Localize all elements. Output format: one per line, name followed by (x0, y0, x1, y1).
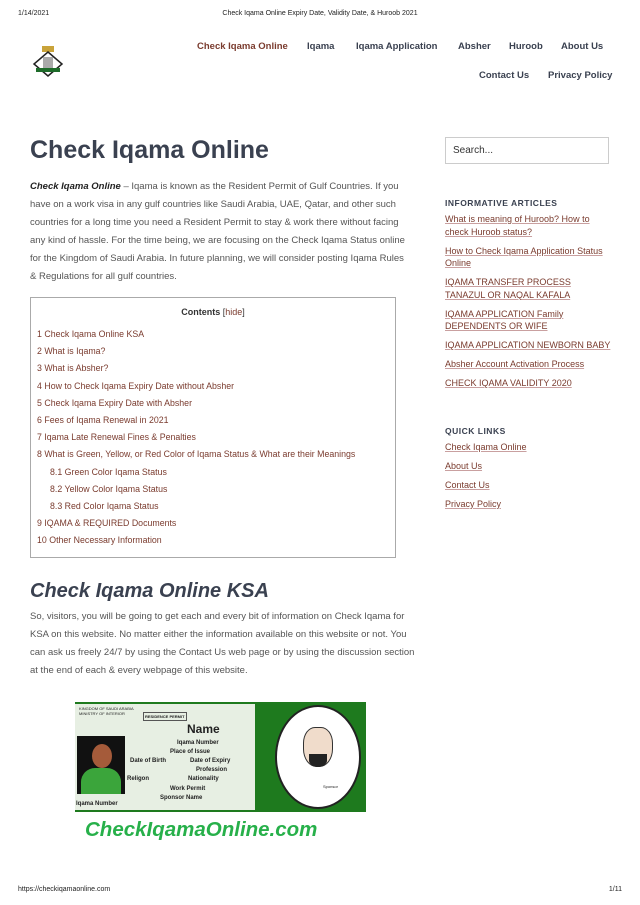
article-link[interactable]: Absher Account Activation Process (445, 359, 585, 369)
card-name: Name (187, 722, 220, 736)
nav-iqama[interactable]: Iqama (307, 41, 335, 52)
articles-heading: INFORMATIVE ARTICLES (445, 198, 558, 208)
toc-item[interactable]: 10 Other Necessary Information (37, 535, 162, 546)
print-title: Check Iqama Online Expiry Date, Validity Date, & Huroob 2021 (222, 10, 418, 17)
toc-item[interactable]: 8 What is Green, Yellow, or Red Color of Iqama Status & What are their Meanings (37, 449, 356, 460)
toc-item[interactable]: 2 What is Iqama? (37, 346, 106, 357)
print-date: 1/14/2021 (18, 10, 50, 17)
sponsor-label: Sponsor (323, 784, 338, 789)
toc-item[interactable]: 1 Check Iqama Online KSA (37, 329, 145, 339)
toc-item[interactable]: 8.1 Green Color Iqama Status (50, 466, 167, 477)
table-of-contents: Contents [hide] 1 Check Iqama Online KSA 2 What is Iqama? 3 What is Absher? 4 How to Check Iqama Expiry Date without Absher 5 Check Iqama Expiry Date with Absher 6 Fees of Iqama Renewal in 2021 7 Iqama Late Renewal Fines & Penalties 8 What is Green, Yellow, or Red Color of Iqama Status & What are their Meanings 8.1 Green Color Iqama Status 8.2 Yellow Color Iqama Status 8.3 Red Color Iqama Status 9 IQAMA & REQUIRED Documents 10 Other Necessary Information (30, 297, 396, 558)
print-page: 1/11 (608, 886, 622, 893)
site-logo[interactable] (30, 44, 66, 82)
article-link[interactable]: CHECK IQAMA VALIDITY 2020 (445, 378, 572, 388)
nav-contact-us[interactable]: Contact Us (479, 70, 530, 81)
intro-paragraph (30, 178, 412, 286)
site-banner: CheckIqamaOnline.com (85, 818, 318, 841)
photo-label: Iqama Number (76, 801, 118, 807)
quick-link[interactable]: Privacy Policy (445, 499, 502, 509)
article-link[interactable]: IQAMA APPLICATION Family DEPENDENTS OR WIFE (445, 308, 564, 331)
section-paragraph: So, visitors, you will be going to get each and every bit of information on Check Iqama for KSA on this website. No matter either the information available on this website or not. You can ask us freely 24/7 by using the Contact Us web page or by using the discussion section at the end of each & every webpage of this website. (30, 611, 415, 676)
nav-about-us[interactable]: About Us (561, 41, 604, 52)
nav-privacy-policy[interactable]: Privacy Policy (548, 70, 613, 81)
sponsor-beard (309, 754, 327, 767)
toc-item[interactable]: 9 IQAMA & REQUIRED Documents (37, 518, 177, 529)
intro-text: – Iqama is known as the Resident Permit of Gulf Countries. If you have on a work visa in any gulf countries like Saudi Arabia, UAE, Qatar, and other such countries for a long time you need a Resident Permit to stay & work there without facing any kind of hassle. For the time being, we are focusing on the Check Iqama Status online for the Kingdom of Saudi Arabia. In future planning, we will consider posting Iqama Rules & Regulations for all gulf countries. (30, 181, 405, 282)
toc-item[interactable]: 4 How to Check Iqama Expiry Date without Absher (37, 380, 235, 391)
card-field: Iqama Number (177, 740, 219, 746)
card-permit: RESIDENCE PERMIT (145, 714, 185, 719)
nav-check-iqama-online[interactable]: Check Iqama Online (197, 41, 288, 52)
nav-iqama-application[interactable]: Iqama Application (356, 41, 438, 52)
page-title: Check Iqama Online (30, 136, 269, 164)
article-link[interactable]: How to Check Iqama Application Status Online (445, 245, 603, 268)
card-field: Work Permit (170, 786, 206, 792)
toc-title: Contents (181, 307, 221, 317)
person-photo (77, 736, 125, 794)
quick-link[interactable]: Check Iqama Online (445, 442, 527, 452)
print-url: https://checkiqamaonline.com (18, 886, 111, 893)
article-link[interactable]: IQAMA APPLICATION NEWBORN BABY (445, 340, 611, 350)
card-field: Place of Issue (170, 749, 211, 755)
search-input[interactable]: Search... (445, 137, 609, 164)
toc-item[interactable]: 5 Check Iqama Expiry Date with Absher (37, 397, 192, 408)
article-link[interactable]: What is meaning of Huroob? How to check Huroob status? (445, 214, 590, 237)
sidebar (445, 198, 613, 517)
section-title: Check Iqama Online KSA (30, 580, 269, 602)
iqama-card-image (75, 702, 366, 812)
toc-item[interactable]: 6 Fees of Iqama Renewal in 2021 (37, 414, 169, 425)
toc-hide-link[interactable]: hide (225, 307, 243, 317)
card-field: Date of Expiry (190, 758, 231, 764)
nav-absher[interactable]: Absher (458, 41, 491, 52)
quick-links-heading: QUICK LINKS (445, 426, 506, 436)
toc-item[interactable]: 3 What is Absher? (37, 363, 109, 374)
toc-list (31, 329, 395, 552)
quick-link[interactable]: About Us (445, 461, 483, 471)
toc-item[interactable]: 8.3 Red Color Iqama Status (50, 500, 159, 511)
card-field: Religon (127, 776, 149, 782)
intro-lead: Check Iqama Online (30, 181, 121, 192)
card-field: Profession (196, 767, 228, 773)
toc-item[interactable]: 8.2 Yellow Color Iqama Status (50, 483, 168, 494)
card-field: Nationality (188, 776, 219, 782)
card-field: Sponsor Name (160, 795, 203, 801)
nav-huroob[interactable]: Huroob (509, 41, 543, 52)
article-link[interactable]: IQAMA TRANSFER PROCESS TANAZUL OR NAQAL KAFALA (445, 277, 571, 300)
quick-link[interactable]: Contact Us (445, 480, 490, 490)
card-field: Date of Birth (130, 758, 166, 764)
toc-item[interactable]: 7 Iqama Late Renewal Fines & Penalties (37, 432, 196, 443)
card-header: KINGDOM OF SAUDI ARABIA MINISTRY OF INTERIOR (79, 706, 134, 716)
